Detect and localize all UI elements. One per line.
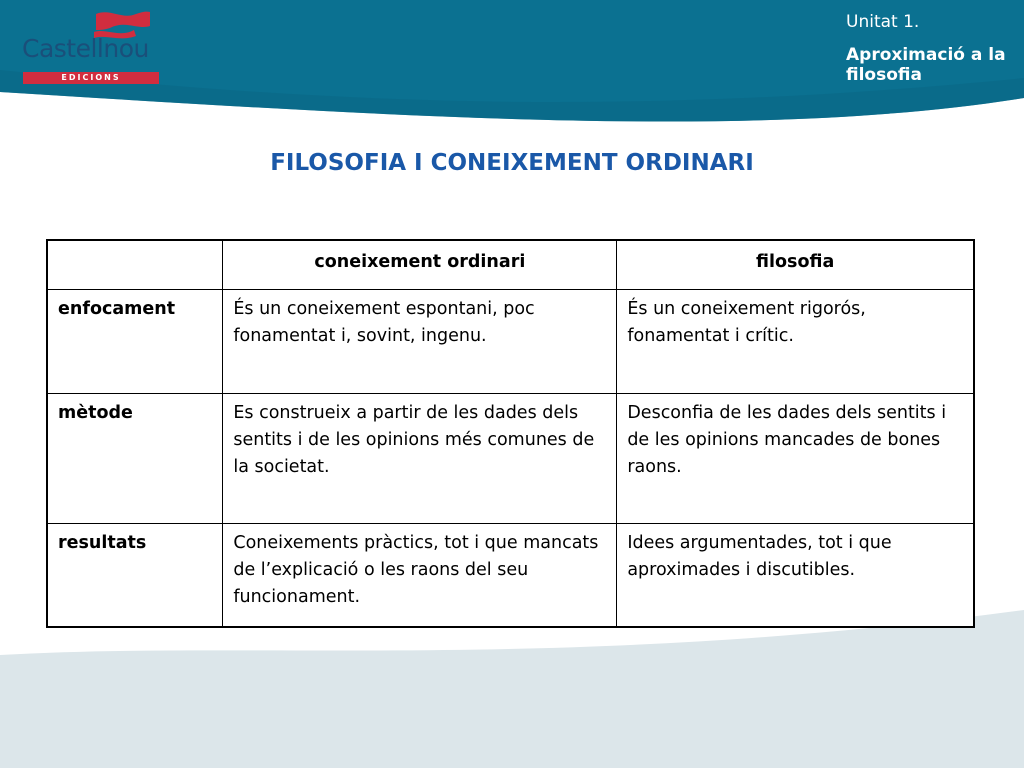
brand-tagline: EDICIONS	[23, 72, 159, 84]
cell-philosophy: Idees argumentades, tot i que aproximades i discutibles.	[617, 523, 974, 627]
header-cell-ordinary: coneixement ordinari	[223, 240, 617, 289]
header-cell-philosophy: filosofia	[617, 240, 974, 289]
bottom-wave	[0, 610, 1024, 768]
brand-logo	[22, 8, 162, 82]
row-label: mètode	[47, 393, 223, 523]
cell-philosophy: És un coneixement rigorós, fonamentat i crític.	[617, 289, 974, 393]
cell-ordinary: Es construeix a partir de les dades dels sentits i de les opinions més comunes de la societat.	[223, 393, 617, 523]
table-header-row	[47, 240, 974, 289]
cell-philosophy: Desconfia de les dades dels sentits i de les opinions mancades de bones raons.	[617, 393, 974, 523]
brand-name: Castellnou	[22, 34, 149, 63]
comparison-table	[46, 239, 975, 628]
cell-ordinary: És un coneixement espontani, poc fonamentat i, sovint, ingenu.	[223, 289, 617, 393]
header-cell-empty	[47, 240, 223, 289]
table-row	[47, 523, 974, 627]
row-label: resultats	[47, 523, 223, 627]
table-row	[47, 289, 974, 393]
unit-info	[846, 12, 1016, 85]
row-label: enfocament	[47, 289, 223, 393]
unit-title: Aproximació a la filosofia	[846, 45, 1006, 85]
table-row	[47, 393, 974, 523]
unit-number: Unitat 1.	[846, 12, 920, 32]
page-title: FILOSOFIA I CONEIXEMENT ORDINARI	[270, 150, 754, 176]
cell-ordinary: Coneixements pràctics, tot i que mancats de l’explicació o les raons del seu funcionament.	[223, 523, 617, 627]
